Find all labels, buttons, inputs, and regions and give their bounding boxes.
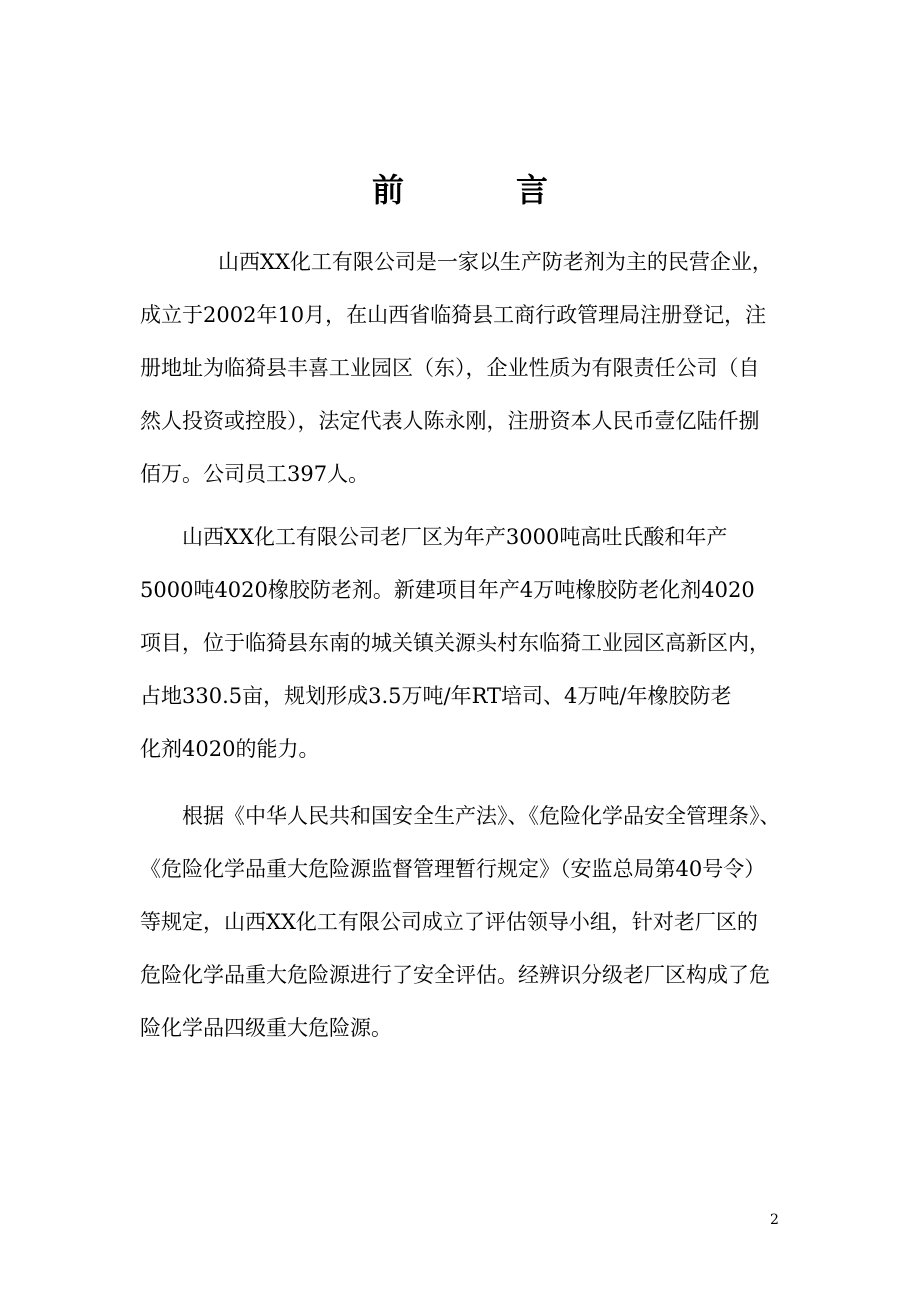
text-line: 册地址为临猗县丰喜工业园区（东），企业性质为有限责任公司（自 [140,356,760,380]
text-line: 成立于2002年10月，在山西省临猗县工商行政管理局注册登记，注 [140,303,767,327]
page-title: 前言 [371,171,660,209]
text-line: 山西XX化工有限公司老厂区为年产3000吨高吐氏酸和年产 [182,525,728,549]
text-line: 根据《中华人民共和国安全生产法》、《危险化学品安全管理条》、 [182,804,781,828]
paragraph-plant-info [140,511,780,776]
text-line: 等规定，山西XX化工有限公司成立了评估领导小组，针对老厂区的 [140,910,758,934]
paragraph-company-intro [140,236,780,501]
text-line: 《危险化学品重大危险源监督管理暂行规定》（安监总局第40号令） [140,857,766,881]
text-line: 化剂4020的能力。 [140,737,320,761]
text-line: 险化学品四级重大危险源。 [140,1016,392,1040]
text-line: 佰万。公司员工397人。 [140,462,370,486]
text-line: 危险化学品重大危险源进行了安全评估。经辨识分级老厂区构成了危 [140,963,770,987]
text-line: 占地330.5亩，规划形成3.5万吨/年RT培司、4万吨/年橡胶防老 [140,684,732,708]
text-line: 山西XX化工有限公司是一家以生产防老剂为主的民营企业， [218,250,773,274]
page-number: 2 [770,1212,779,1228]
text-line: 项目，位于临猗县东南的城关镇关源头村东临猗工业园区高新区内， [140,631,770,655]
paragraph-assessment [140,790,780,1055]
text-line: 5000吨4020橡胶防老剂。新建项目年产4万吨橡胶防老化剂4020 [140,578,755,602]
text-line: 然人投资或控股），法定代表人陈永刚，注册资本人民币壹亿陆仟捌 [140,409,760,433]
